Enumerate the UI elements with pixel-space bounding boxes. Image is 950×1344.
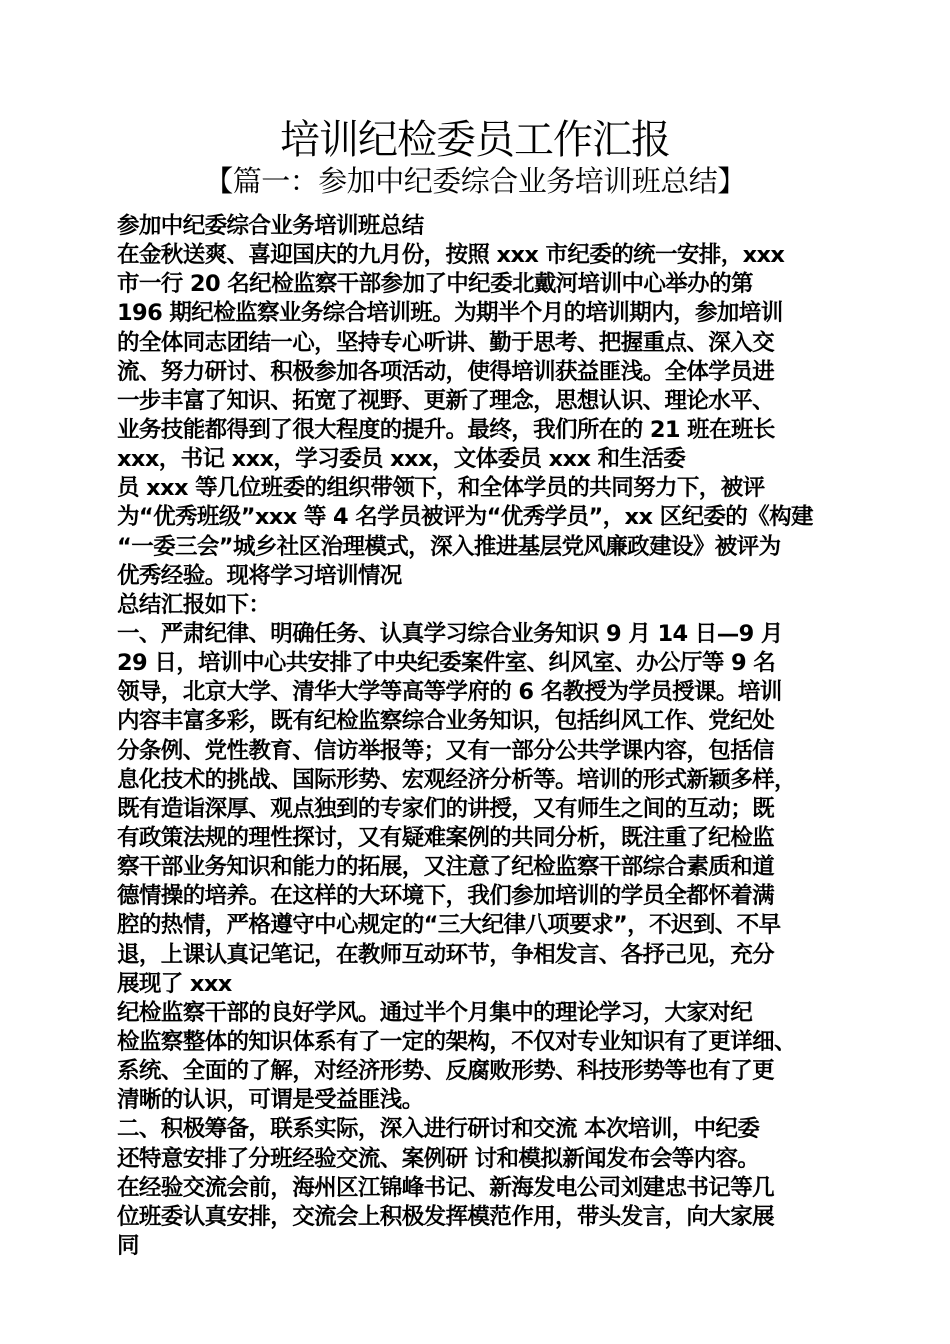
text-line: 德情操的培养。在这样的大环境下，我们参加培训的学员全都怀着满 [117,883,775,910]
text-line: 为“优秀班级”xxx 等 4 名学员被评为“优秀学员”，xx 区纪委的《构建 [117,504,813,531]
document-title: 培训纪检委员工作汇报 [280,117,670,163]
text-line: 息化技术的挑战、国际形势、宏观经济分析等。培训的形式新颖多样， [117,766,796,793]
text-line: 有政策法规的理性探讨，又有疑难案例的共同分析，既注重了纪检监 [117,824,775,851]
text-line: “一委三会”城乡社区治理模式，深入推进基层党风廉政建设》被评为 [117,533,781,560]
text-line: 展现了 xxx [117,970,232,997]
text-line: 既有造诣深厚、观点独到的专家们的讲授，又有师生之间的互动；既 [117,795,775,822]
text-line: 196 期纪检监察业务综合培训班。为期半个月的培训期内，参加培训 [117,300,783,327]
text-line: 一、严肃纪律、明确任务、认真学习综合业务知识 9 月 14 日—9 月 [117,620,783,647]
text-line: 一步丰富了知识、拓宽了视野、更新了理念，思想认识、理论水平、 [117,387,775,414]
text-line: 系统、全面的了解，对经济形势、反腐败形势、科技形势等也有了更 [117,1058,775,1085]
text-line: xxx，书记 xxx，学习委员 xxx，文体委员 xxx 和生活委 [117,446,686,473]
text-line: 腔的热情，严格遵守中心规定的“三大纪律八项要求”，不迟到、不早 [117,912,781,939]
text-line: 流、努力研讨、积极参加各项活动，使得培训获益匪浅。全体学员进 [117,358,775,385]
text-line: 市一行 20 名纪检监察干部参加了中纪委北戴河培训中心举办的第 [117,271,753,298]
text-line: 清晰的认识，可谓是受益匪浅。 [117,1087,424,1114]
text-line: 在金秋送爽、喜迎国庆的九月份，按照 xxx 市纪委的统一安排，xxx [117,242,785,269]
text-line: 的全体同志团结一心，坚持专心听讲、勤于思考、把握重点、深入交 [117,329,775,356]
text-line: 分条例、党性教育、信访举报等；又有一部分公共学课内容，包括信 [117,737,775,764]
text-line: 检监察整体的知识体系有了一定的架构，不仅对专业知识有了更详细、 [117,1028,796,1055]
text-line: 优秀经验。现将学习培训情况 [117,562,402,589]
text-line: 在经验交流会前，海州区江锦峰书记、新海发电公司刘建忠书记等几 [117,1174,775,1201]
text-line: 领导，北京大学、清华大学等高等学府的 6 名教授为学员授课。培训 [117,679,782,706]
text-line: 业务技能都得到了很大程度的提升。最终，我们所在的 21 班在班长 [117,416,775,443]
text-line: 29 日，培训中心共安排了中央纪委案件室、纠风室、办公厅等 9 名 [117,650,776,677]
text-line: 同 [117,1232,139,1259]
document-subtitle: 【篇一：参加中纪委综合业务培训班总结】 [204,164,746,198]
text-line: 纪检监察干部的良好学风。通过半个月集中的理论学习，大家对纪 [117,999,753,1026]
text-line: 察干部业务知识和能力的拓展，又注意了纪检监察干部综合素质和道 [117,854,775,881]
text-line: 退，上课认真记笔记，在教师互动环节，争相发言、各抒己见，充分 [117,941,775,968]
text-line: 二、积极筹备，联系实际，深入进行研讨和交流 本次培训，中纪委 [117,1116,760,1143]
text-line: 内容丰富多彩，既有纪检监察综合业务知识，包括纠风工作、党纪处 [117,708,775,735]
text-line: 位班委认真安排，交流会上积极发挥模范作用，带头发言，向大家展 [117,1203,775,1230]
text-line: 员 xxx 等几位班委的组织带领下，和全体学员的共同努力下，被评 [117,475,765,502]
text-line: 参加中纪委综合业务培训班总结 [117,213,424,239]
document-body [117,212,857,1261]
text-line: 总结汇报如下： [117,591,271,618]
text-line: 还特意安排了分班经验交流、案例研 讨和模拟新闻发布会等内容。 [117,1145,760,1172]
